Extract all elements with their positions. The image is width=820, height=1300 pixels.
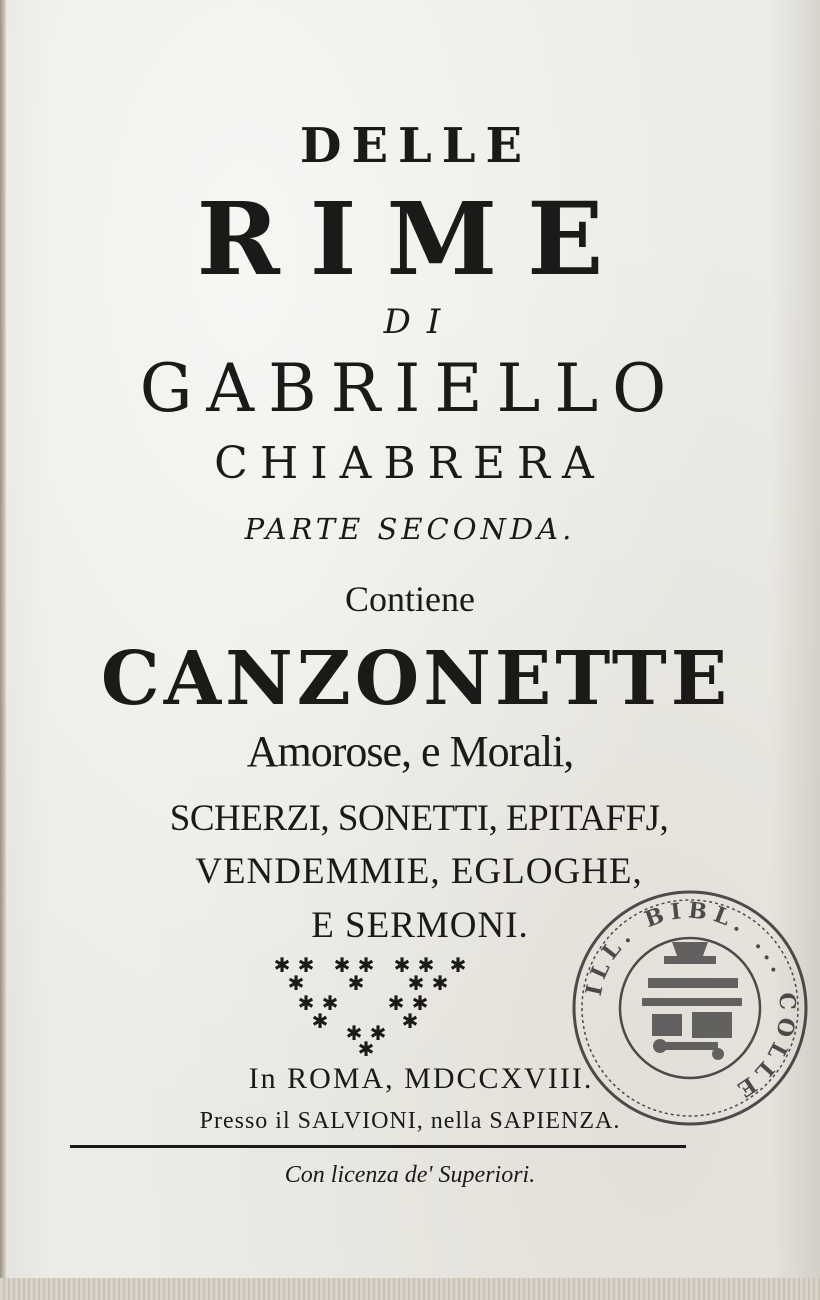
library-stamp [568, 886, 812, 1130]
svg-text:✱: ✱ [345, 1021, 363, 1045]
asterisk-ornament [270, 952, 470, 1062]
svg-text:✱: ✱ [311, 1009, 329, 1033]
author-first-name: GABRIELLO [139, 350, 681, 427]
svg-text:✱: ✱ [287, 971, 305, 995]
svg-text:✱: ✱ [297, 953, 315, 977]
volume-part: PARTE SECONDA. [244, 512, 576, 546]
svg-text:✱: ✱ [297, 991, 315, 1015]
contents-scherzi: SCHERZI, SONETTI, EPITAFFJ, [169, 798, 669, 839]
svg-text:✱: ✱ [411, 991, 429, 1015]
svg-text:✱: ✱ [273, 953, 291, 977]
title-line-rime: RIME [196, 180, 634, 298]
contents-canzonette: CANZONETTE [100, 636, 732, 722]
svg-text:✱: ✱ [393, 953, 411, 977]
imprint-place-date: In ROMA, MDCCXVIII. [248, 1062, 594, 1095]
contents-sermoni: E SERMONI. [311, 905, 529, 946]
svg-text:✱: ✱ [449, 953, 467, 977]
contents-vendemmie: VENDEMMIE, EGLOGHE, [195, 851, 643, 892]
svg-text:✱: ✱ [431, 971, 449, 995]
imprint-publisher: Presso il SALVIONI, nella SAPIENZA. [199, 1108, 621, 1134]
stamp-ring-text: ILL. BIBL. ... COLLE [580, 897, 801, 1106]
title-line-di: DI [383, 302, 457, 342]
page-edge-bottom [0, 1278, 820, 1300]
svg-text:✱: ✱ [333, 953, 351, 977]
svg-text:✱: ✱ [401, 1009, 419, 1033]
svg-text:✱: ✱ [417, 953, 435, 977]
svg-text:✱: ✱ [369, 1021, 387, 1045]
svg-text:✱: ✱ [321, 991, 339, 1015]
imprint-rule [70, 1145, 686, 1148]
svg-text:✱: ✱ [347, 971, 365, 995]
svg-text:✱: ✱ [387, 991, 405, 1015]
svg-text:✱: ✱ [407, 971, 425, 995]
author-last-name: CHIABRERA [214, 438, 606, 489]
contents-intro: Contiene [345, 579, 475, 619]
contents-amorose: Amorose, e Morali, [246, 727, 574, 776]
license-line: Con licenza de' Superiori. [284, 1162, 536, 1188]
svg-text:✱: ✱ [357, 953, 375, 977]
svg-text:✱: ✱ [357, 1037, 375, 1061]
title-line-delle: DELLE [299, 118, 533, 174]
